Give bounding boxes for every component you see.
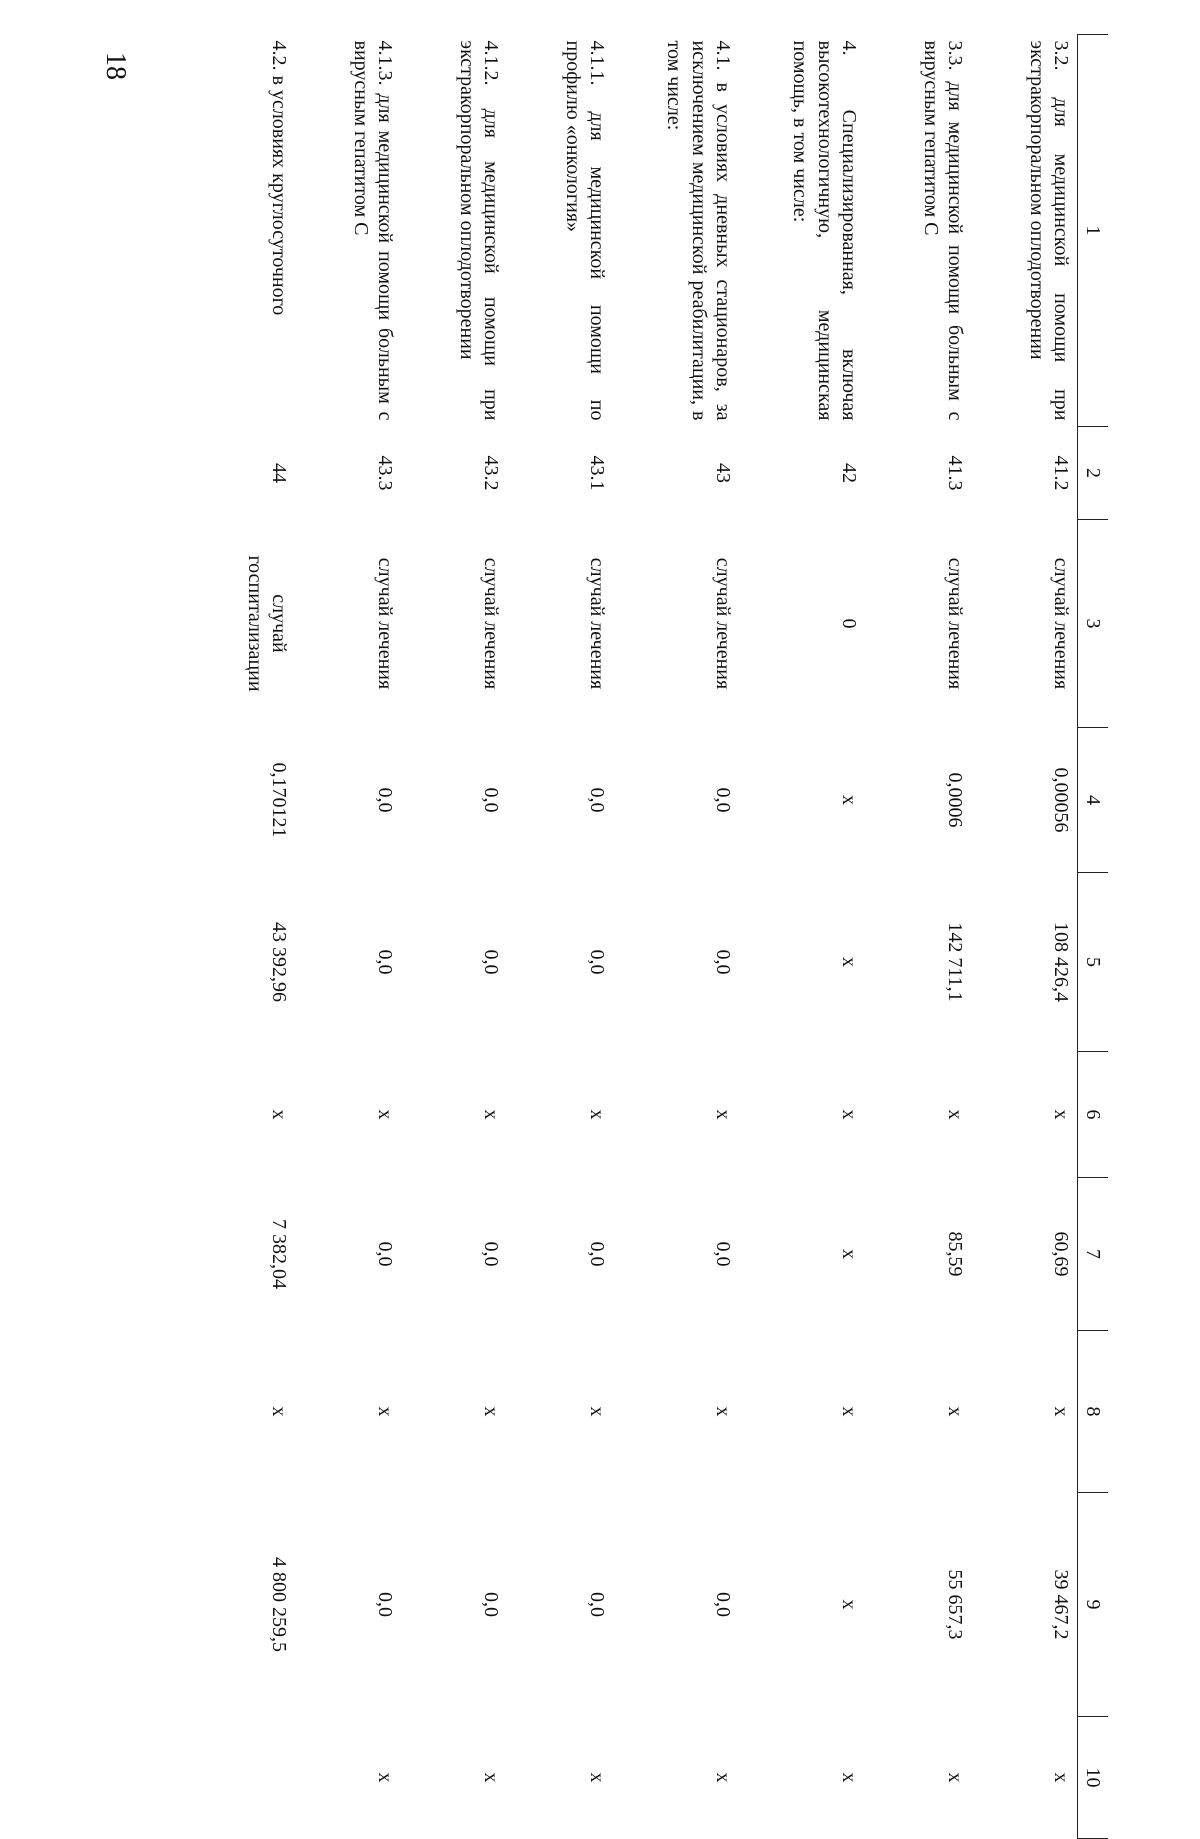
- cell-col8: х: [838, 1406, 860, 1417]
- cell-col5: 0,0: [480, 949, 502, 975]
- rotated-table-sheet: [178, 34, 1108, 1788]
- row-name: 4.1.3. для медицинской помощи больным с вирусным гепатитом С: [349, 40, 396, 421]
- row-code: 42: [838, 463, 860, 483]
- row-unit: 0: [838, 618, 860, 629]
- cell-col8: х: [480, 1406, 502, 1417]
- cell-col9: 55 657,3: [944, 1569, 966, 1640]
- cell-col6: х: [480, 1109, 502, 1120]
- cell-col8: х: [374, 1406, 396, 1417]
- cell-col8: х: [268, 1406, 290, 1417]
- cell-col6: х: [1050, 1109, 1072, 1120]
- row-unit: случай лечения: [374, 557, 396, 690]
- cell-col9: 0,0: [712, 1592, 734, 1617]
- cell-col10: х: [374, 1772, 396, 1783]
- cell-col7: 0,0: [480, 1241, 502, 1267]
- cell-col4: 0,00056: [1050, 767, 1072, 833]
- row-code: 43.3: [374, 455, 396, 491]
- row-unit: случай лечения: [712, 557, 734, 690]
- cell-col7: 85,59: [944, 1231, 966, 1277]
- cell-col9: 0,0: [586, 1592, 608, 1617]
- cell-col5: 108 426,4: [1050, 922, 1072, 1002]
- column-header: 5: [1078, 873, 1109, 1052]
- cell-col6: х: [944, 1109, 966, 1120]
- cell-col9: 4 800 259,5: [268, 1557, 290, 1652]
- cell-col8: х: [712, 1406, 734, 1417]
- column-header: 6: [1078, 1052, 1109, 1178]
- cell-col7: 0,0: [586, 1241, 608, 1267]
- column-header: 4: [1078, 728, 1109, 873]
- cell-col9: 39 467,2: [1050, 1569, 1072, 1640]
- cell-col6: х: [268, 1109, 290, 1120]
- page-number: 18: [100, 52, 131, 80]
- row-name: 4.2. в условиях круглосуточного: [268, 40, 290, 316]
- row-code: 43.2: [480, 455, 502, 491]
- cell-col10: [179, 1717, 295, 1839]
- table-row: [507, 35, 613, 1839]
- column-header: 1: [1078, 35, 1109, 427]
- cell-col7: 60,69: [1050, 1231, 1072, 1277]
- cell-col10: х: [944, 1772, 966, 1783]
- cell-col5: 0,0: [586, 949, 608, 975]
- row-code: 41.2: [1050, 455, 1072, 491]
- cell-col7: 0,0: [712, 1241, 734, 1267]
- column-number-row: [1078, 35, 1109, 1839]
- cell-col10: х: [838, 1772, 860, 1783]
- cell-col4: 0,0: [374, 787, 396, 813]
- row-unit: случай лечения: [586, 557, 608, 690]
- table-row: [865, 35, 971, 1839]
- cell-col10: х: [586, 1772, 608, 1783]
- column-header: 9: [1078, 1493, 1109, 1717]
- row-code: 43: [712, 463, 734, 483]
- column-header: 10: [1078, 1717, 1109, 1839]
- cell-col10: х: [480, 1772, 502, 1783]
- cell-col6: х: [712, 1109, 734, 1120]
- table-row: [401, 35, 507, 1839]
- cell-col6: х: [838, 1109, 860, 1120]
- cell-col5: 0,0: [374, 949, 396, 975]
- column-header: 3: [1078, 520, 1109, 728]
- row-code: 44: [268, 463, 290, 483]
- column-header: 7: [1078, 1178, 1109, 1331]
- cell-col4: 0,0: [480, 787, 502, 813]
- cell-col5: 142 711,1: [944, 922, 966, 1002]
- cell-col4: 0,0: [586, 787, 608, 813]
- cell-col7: 7 382,04: [268, 1219, 290, 1289]
- row-name: 4.1. в условиях дневных стационаров, за исключением медицинской реабилитации, в том числе:: [663, 40, 734, 421]
- row-code: 41.3: [944, 455, 966, 491]
- cell-col6: х: [586, 1109, 608, 1120]
- table-row: [971, 35, 1078, 1839]
- column-header: 2: [1078, 427, 1109, 520]
- row-unit: случай лечения: [944, 557, 966, 690]
- table-row: [295, 35, 401, 1839]
- row-code: 43.1: [586, 455, 608, 491]
- cell-col4: 0,0006: [944, 772, 966, 828]
- row-name: 3.3. для медицинской помощи больным с вирусным гепатитом С: [919, 40, 966, 421]
- cell-col10: х: [1050, 1772, 1072, 1783]
- data-table: [179, 34, 1108, 1839]
- row-name: 4.1.2. для медицинской помощи при экстракорпоральном оплодотворении: [455, 40, 502, 421]
- row-unit: случай госпитализации: [243, 555, 290, 692]
- cell-col5: х: [838, 957, 860, 967]
- cell-col7: 0,0: [374, 1241, 396, 1267]
- row-unit: случай лечения: [1050, 557, 1072, 690]
- cell-col4: 0,0: [712, 787, 734, 813]
- cell-col4: 0,170121: [268, 762, 290, 838]
- row-name: 4. Специализированная, включая высокотехнологичную, медицинская помощь, в том числе:: [789, 40, 860, 421]
- cell-col6: х: [374, 1109, 396, 1120]
- row-name: 3.2. для медицинской помощи при экстракорпоральном оплодотворении: [1025, 40, 1072, 421]
- cell-col8: х: [944, 1406, 966, 1417]
- cell-col8: х: [1050, 1406, 1072, 1417]
- row-name: 4.1.1. для медицинской помощи по профилю «онкология»: [561, 40, 608, 421]
- cell-col10: х: [712, 1772, 734, 1783]
- cell-col9: 0,0: [480, 1592, 502, 1617]
- cell-col8: х: [586, 1406, 608, 1417]
- table-row: [613, 35, 739, 1839]
- table-row: [739, 35, 865, 1839]
- cell-col7: х: [838, 1249, 860, 1259]
- table-row: [179, 35, 295, 1839]
- cell-col5: 0,0: [712, 949, 734, 975]
- cell-col9: 0,0: [374, 1592, 396, 1617]
- column-header: 8: [1078, 1331, 1109, 1493]
- row-unit: случай лечения: [480, 557, 502, 690]
- cell-col4: х: [838, 795, 860, 805]
- cell-col5: 43 392,96: [268, 922, 290, 1002]
- cell-col9: х: [838, 1599, 860, 1610]
